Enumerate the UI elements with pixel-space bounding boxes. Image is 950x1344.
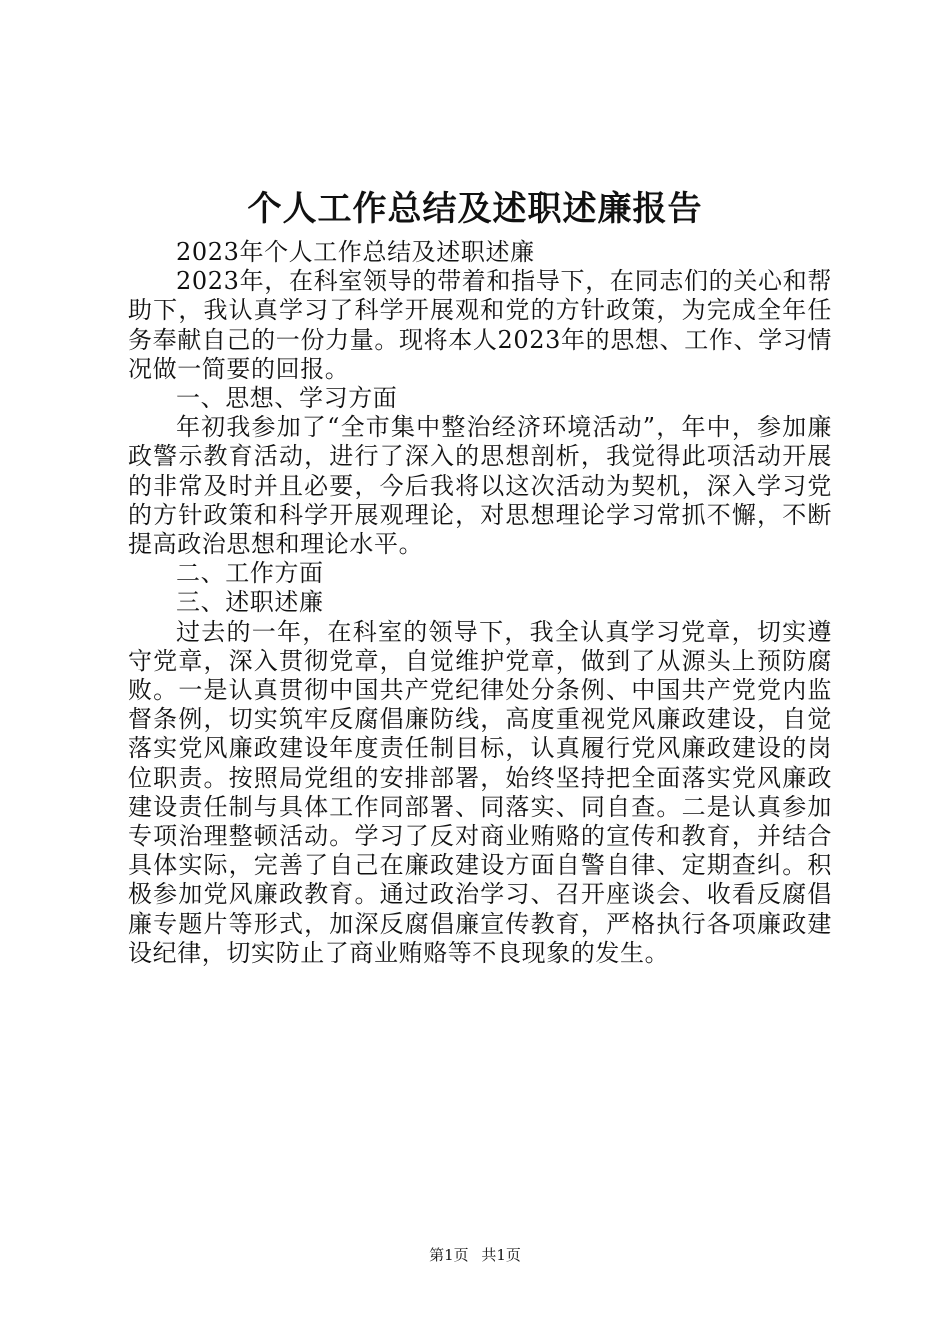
- page-footer: [0, 1245, 950, 1265]
- paragraph-intro: 2023年，在科室领导的带着和指导下，在同志们的关心和帮助下，我认真学习了科学开展观和党的方针政策，为完成全年任务奉献自己的一份力量。现将本人2023年的思想、工作、学习情况做一简要的回报。: [128, 267, 832, 383]
- section-heading-work: 二、工作方面: [176, 559, 324, 588]
- document-body: [128, 238, 832, 968]
- page-number-current: 第1页: [429, 1246, 469, 1264]
- section-heading-report: 三、述职述廉: [176, 588, 324, 617]
- paragraph-subtitle: 2023年个人工作总结及述职述廉: [176, 238, 535, 266]
- section-heading-thought-study: 一、思想、学习方面: [176, 384, 398, 413]
- document-title: 个人工作总结及述职述廉报告: [247, 189, 703, 229]
- paragraph-thought-study: 年初我参加了“全市集中整治经济环境活动”，年中，参加廉政警示教育活动，进行了深入的思想剖析，我觉得此项活动开展的非常及时并且必要，今后我将以这次活动为契机，深入学习党的方针政策和科学开展观理论，对思想理论学习常抓不懈，不断提高政治思想和理论水平。: [128, 413, 832, 559]
- page-number-total: 共1页: [481, 1246, 521, 1264]
- paragraph-report: 过去的一年，在科室的领导下，我全认真学习党章，切实遵守党章，深入贯彻党章，自觉维护党章，做到了从源头上预防腐败。一是认真贯彻中国共产党纪律处分条例、中国共产党党内监督条例，切实筑牢反腐倡廉防线，高度重视党风廉政建设，自觉落实党风廉政建设年度责任制目标，认真履行党风廉政建设的岗位职责。按照局党组的安排部署，始终坚持把全面落实党风廉政建设责任制与具体工作同部署、同落实、同自查。二是认真参加专项治理整顿活动。学习了反对商业贿赂的宣传和教育，并结合具体实际，完善了自己在廉政建设方面自警自律、定期查纠。积极参加党风廉政教育。通过政治学习、召开座谈会、收看反腐倡廉专题片等形式，加深反腐倡廉宣传教育，严格执行各项廉政建设纪律，切实防止了商业贿赂等不良现象的发生。: [128, 617, 832, 967]
